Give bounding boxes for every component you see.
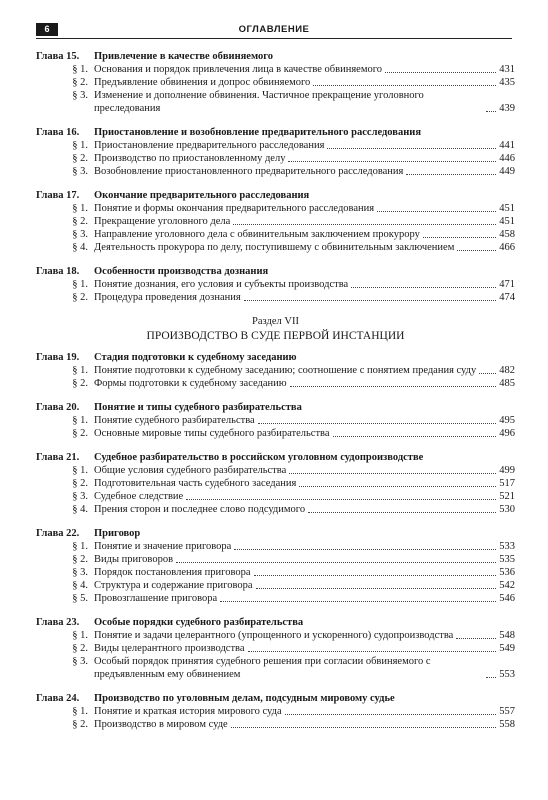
chapter-entry [36,265,515,304]
chapter-number: Глава 15. [36,51,80,62]
section-row [36,152,515,165]
section-row [36,377,515,390]
chapter-heading [36,265,515,278]
section-title: Предъявление обвинения и допрос обвиняемого [94,77,311,88]
chapter-heading [36,527,515,540]
dot-leader [258,423,497,424]
dot-leader [256,588,497,589]
section-body [94,655,515,681]
chapter-heading [36,351,515,364]
chapter-number: Глава 18. [36,266,80,277]
section-body [94,165,515,178]
section-title: Виды приговоров [94,554,174,565]
section-row [36,464,515,477]
chapter-entry [36,527,515,605]
section-number: § 2. [72,428,88,439]
chapter-heading [36,50,515,63]
dot-leader [289,473,496,474]
chapter-group-a [36,50,515,304]
page-header [36,22,512,39]
section-title: Порядок постановления приговора [94,567,251,578]
running-title: ОГЛАВЛЕНИЕ [238,24,310,35]
section-row [36,89,515,115]
section-title: Производство по приостановленному делу [94,153,286,164]
section-page: 499 [499,465,515,476]
dot-leader [234,549,496,550]
dot-leader [248,651,497,652]
dot-leader [220,601,496,602]
section-page: 451 [499,203,515,214]
section-body [94,152,515,165]
chapter-number: Глава 19. [36,352,80,363]
section-row [36,592,515,605]
section-title: Основные мировые типы судебного разбирательства [94,428,330,439]
section-row [36,629,515,642]
section-number: § 1. [72,279,88,290]
chapter-entry [36,616,515,681]
section-title: Прения сторон и последнее слово подсудимого [94,504,306,515]
section-row [36,503,515,516]
section-page: 535 [499,554,515,565]
section-page: 439 [499,103,515,114]
section-body [94,540,515,553]
dot-leader [456,638,496,639]
section-body [94,241,515,254]
section-body [94,464,515,477]
section-title: Понятие подготовки к судебному заседанию; соотношение с понятием предания суду [94,365,477,376]
chapter-entry [36,50,515,115]
chapter-title: Производство по уголовным делам, подсудным мировому судье [94,693,395,704]
section-body [94,364,515,377]
chapter-entry [36,126,515,178]
section-body [94,427,515,440]
section-page: 496 [499,428,515,439]
section-page: 546 [499,593,515,604]
section-number: § 1. [72,465,88,476]
section-page: 558 [499,719,515,730]
section-row [36,414,515,427]
section-title: Понятие дознания, его условия и субъекты производства [94,279,349,290]
section-number: § 3. [72,90,88,101]
section-page: 449 [499,166,515,177]
section-number: § 2. [72,554,88,565]
chapter-entry [36,351,515,390]
section-row [36,278,515,291]
page-number: 6 [36,23,58,36]
section-page: 549 [499,643,515,654]
section-page: 553 [499,669,515,680]
chapter-number: Глава 20. [36,402,80,413]
section-number: § 2. [72,153,88,164]
section-row [36,291,515,304]
dot-leader [377,211,496,212]
section-body [94,592,515,605]
chapter-number: Глава 22. [36,528,80,539]
section-row [36,553,515,566]
section-row [36,540,515,553]
chapter-title: Стадия подготовки к судебному заседанию [94,352,297,363]
dot-leader [285,714,497,715]
dot-leader [290,386,497,387]
section-body [94,278,515,291]
section-number: § 5. [72,593,88,604]
section-page: 458 [499,229,515,240]
section-page: 530 [499,504,515,515]
section-row [36,566,515,579]
dot-leader [457,250,496,251]
chapter-title: Приостановление и возобновление предварительного расследования [94,127,421,138]
chapter-title: Окончание предварительного расследования [94,190,310,201]
section-title: Понятие и краткая история мирового суда [94,706,282,717]
section-page: 441 [499,140,515,151]
section-row [36,76,515,89]
section-number: § 4. [72,504,88,515]
section-title: Понятие и формы окончания предварительного расследования [94,203,375,214]
chapter-title: Привлечение в качестве обвиняемого [94,51,273,62]
section-title: Провозглашение приговора [94,593,218,604]
chapter-number: Глава 17. [36,190,80,201]
chapter-title: Особенности производства дознания [94,266,269,277]
section-page: 451 [499,216,515,227]
section-page: 431 [499,64,515,75]
section-row [36,165,515,178]
section-page: 435 [499,77,515,88]
section-number: § 2. [72,378,88,389]
section-number: § 1. [72,415,88,426]
section-body [94,579,515,592]
section-title: Общие условия судебного разбирательства [94,465,287,476]
section-row [36,215,515,228]
section-page: 474 [499,292,515,303]
section-page: 446 [499,153,515,164]
section-body [94,629,515,642]
section-body [94,553,515,566]
section-page: 557 [499,706,515,717]
section-body [94,477,515,490]
chapter-title: Понятие и типы судебного разбирательства [94,402,302,413]
section-page: 521 [499,491,515,502]
section-body [94,503,515,516]
part-label: Раздел VII [252,316,299,327]
section-page: 517 [499,478,515,489]
section-body [94,566,515,579]
dot-leader [288,161,496,162]
section-row [36,241,515,254]
chapter-heading [36,451,515,464]
section-number: § 3. [72,229,88,240]
section-row [36,718,515,731]
section-row [36,364,515,377]
chapter-entry [36,451,515,516]
chapter-heading [36,401,515,414]
dot-leader [313,85,496,86]
dot-leader [244,300,497,301]
chapter-heading [36,616,515,629]
section-title: Прекращение уголовного дела [94,216,231,227]
section-body [94,490,515,503]
section-title: Изменение и дополнение обвинения. Частичное прекращение уголовного преследования [94,90,424,114]
chapter-entry [36,692,515,731]
section-row [36,477,515,490]
section-page: 495 [499,415,515,426]
section-page: 533 [499,541,515,552]
section-row [36,427,515,440]
dot-leader [233,224,496,225]
section-body [94,228,515,241]
dot-leader [231,727,497,728]
dot-leader [186,499,496,500]
section-number: § 3. [72,166,88,177]
section-page: 466 [499,242,515,253]
part-heading [36,315,515,343]
section-number: § 2. [72,643,88,654]
section-number: § 2. [72,292,88,303]
section-page: 471 [499,279,515,290]
section-number: § 1. [72,64,88,75]
dot-leader [333,436,497,437]
section-number: § 3. [72,567,88,578]
section-page: 485 [499,378,515,389]
section-title: Структура и содержание приговора [94,580,253,591]
section-body [94,89,515,115]
chapter-number: Глава 23. [36,617,80,628]
dot-leader [479,373,496,374]
chapter-title: Судебное разбирательство в российском уголовном судопроизводстве [94,452,424,463]
section-title: Процедура проведения дознания [94,292,241,303]
section-number: § 2. [72,478,88,489]
section-body [94,642,515,655]
chapter-group-b [36,351,515,731]
section-number: § 1. [72,203,88,214]
section-row [36,228,515,241]
chapter-heading [36,126,515,139]
section-row [36,642,515,655]
section-number: § 1. [72,630,88,641]
section-number: § 4. [72,580,88,591]
section-row [36,490,515,503]
part-title: ПРОИЗВОДСТВО В СУДЕ ПЕРВОЙ ИНСТАНЦИИ [146,330,405,342]
chapter-entry [36,401,515,440]
section-title: Формы подготовки к судебному заседанию [94,378,287,389]
section-title: Особый порядок принятия судебного решения при согласии обвиняемого с предъявленным ему обвинением [94,656,431,680]
section-row [36,202,515,215]
section-number: § 1. [72,365,88,376]
section-number: § 3. [72,491,88,502]
section-body [94,414,515,427]
chapter-title: Приговор [94,528,141,539]
section-page: 542 [499,580,515,591]
section-body [94,202,515,215]
section-number: § 4. [72,242,88,253]
section-page: 548 [499,630,515,641]
dot-leader [385,72,496,73]
section-row [36,63,515,76]
section-title: Понятие и задачи целерантного (упрощенного и ускоренного) судопроизводства [94,630,454,641]
section-body [94,63,515,76]
chapter-number: Глава 24. [36,693,80,704]
section-title: Направление уголовного дела с обвинительным заключением прокурору [94,229,420,240]
dot-leader [351,287,496,288]
table-of-contents [36,50,515,742]
section-title: Судебное следствие [94,491,184,502]
dot-leader [254,575,497,576]
section-number: § 2. [72,216,88,227]
dot-leader [308,512,496,513]
chapter-heading [36,692,515,705]
section-number: § 1. [72,541,88,552]
section-row [36,139,515,152]
dot-leader [486,677,496,678]
section-title: Приостановление предварительного расследования [94,140,325,151]
dot-leader [423,237,496,238]
section-row [36,579,515,592]
section-title: Виды целерантного производства [94,643,245,654]
section-body [94,718,515,731]
section-row [36,655,515,681]
section-number: § 2. [72,719,88,730]
section-page: 536 [499,567,515,578]
section-body [94,377,515,390]
dot-leader [176,562,496,563]
chapter-title: Особые порядки судебного разбирательства [94,617,304,628]
chapter-number: Глава 16. [36,127,80,138]
section-title: Понятие и значение приговора [94,541,232,552]
section-page: 482 [499,365,515,376]
dot-leader [327,148,496,149]
chapter-entry [36,189,515,254]
chapter-number: Глава 21. [36,452,80,463]
section-body [94,139,515,152]
section-number: § 1. [72,140,88,151]
section-title: Деятельность прокурора по делу, поступившему с обвинительным заключением [94,242,455,253]
section-title: Понятие судебного разбирательства [94,415,255,426]
section-number: § 3. [72,656,88,667]
section-body [94,705,515,718]
section-row [36,705,515,718]
section-number: § 2. [72,77,88,88]
section-title: Подготовительная часть судебного заседания [94,478,297,489]
section-body [94,215,515,228]
dot-leader [406,174,496,175]
section-title: Основания и порядок привлечения лица в качестве обвиняемого [94,64,383,75]
chapter-heading [36,189,515,202]
section-title: Возобновление приостановленного предварительного расследования [94,166,404,177]
section-number: § 1. [72,706,88,717]
section-body [94,76,515,89]
section-body [94,291,515,304]
dot-leader [486,111,496,112]
dot-leader [299,486,496,487]
section-title: Производство в мировом суде [94,719,228,730]
